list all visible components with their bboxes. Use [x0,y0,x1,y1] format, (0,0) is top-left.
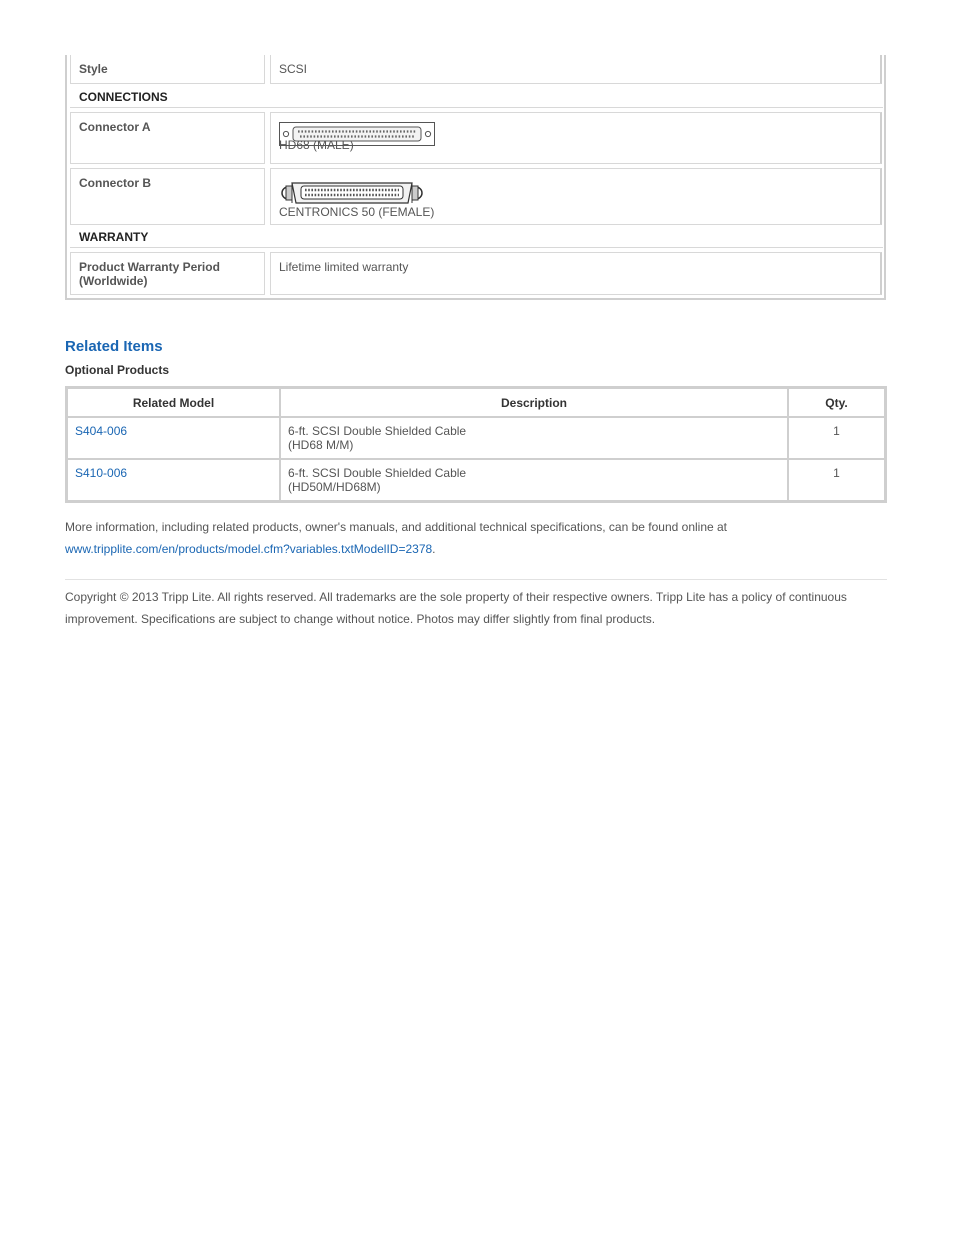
spec-label-connector-a: Connector A [70,112,265,164]
spec-label-style: Style [70,55,265,84]
centronics-50-female-connector-icon [279,178,425,208]
spec-label-warranty: Product Warranty Period (Worldwide) [70,252,265,295]
optional-products-heading: Optional Products [65,363,170,377]
specifications-table [65,55,886,300]
spec-value-connector-a [270,112,882,164]
copyright-text: Copyright © 2013 Tripp Lite. All rights reserved. All trademarks are the sole property of their respective owners. Tripp Lite has a policy of continuous improvement. Specifications are subject to change without notice. Photos may differ slightly from final products. [65,590,847,626]
related-description [280,459,788,501]
related-qty: 1 [788,459,885,501]
description-line: 6-ft. SCSI Double Shielded Cable [288,424,467,438]
spec-value-connector-b [270,168,882,225]
related-items-heading: Related Items [65,338,163,355]
column-header-qty: Qty. [788,389,885,417]
related-items-table [65,386,887,503]
column-header-related-model: Related Model [67,389,280,417]
section-connections: CONNECTIONS [70,84,883,108]
related-model-link[interactable]: S404-006 [75,424,128,438]
description-line: (HD50M/HD68M) [288,480,381,494]
spec-value-style: SCSI [270,55,882,84]
section-warranty: WARRANTY [70,224,883,248]
more-info-paragraph [65,516,887,560]
spec-label-connector-b: Connector B [70,168,265,225]
description-line: (HD68 M/M) [288,438,354,452]
column-header-description: Description [280,389,788,417]
related-model-link[interactable]: S410-006 [75,466,128,480]
more-info-text: More information, including related products, owner's manuals, and additional technical specifications, can be found online at [65,520,728,534]
footer-divider [65,579,887,580]
product-page-link[interactable]: www.tripplite.com/en/products/model.cfm?variables.txtModelID=2378 [65,542,433,556]
table-row [67,417,885,459]
related-table-header-row [67,389,885,417]
related-qty: 1 [788,417,885,459]
more-info-period: . [432,542,436,556]
connector-a-caption: HD68 (MALE) [279,138,354,152]
connector-b-caption: CENTRONICS 50 (FEMALE) [279,205,435,219]
description-line: 6-ft. SCSI Double Shielded Cable [288,466,467,480]
related-description [280,417,788,459]
spec-value-warranty: Lifetime limited warranty [270,252,882,295]
table-row [67,459,885,501]
